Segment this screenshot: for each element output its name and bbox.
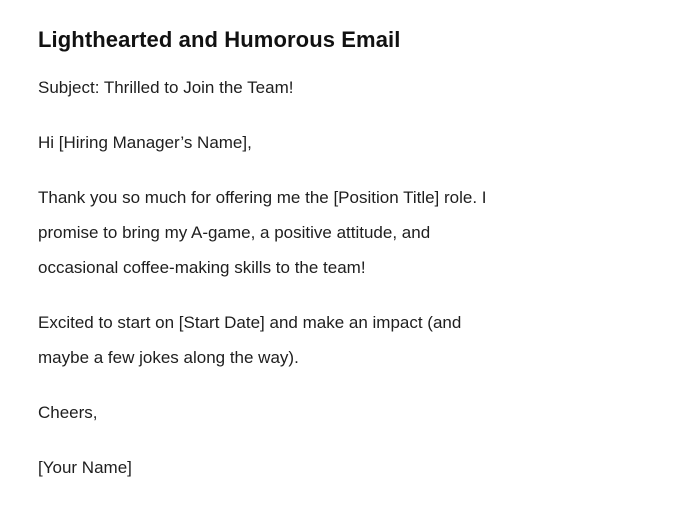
paragraph-line: Excited to start on [Start Date] and make an impact (and [38,313,462,332]
greeting-text: Hi [Hiring Manager’s Name], [38,133,252,152]
subject-text: Subject: Thrilled to Join the Team! [38,78,294,97]
signature-text: [Your Name] [38,458,132,477]
paragraph-line: Thank you so much for offering me the [Position Title] role. I [38,188,487,207]
body-paragraph-thanks [38,180,640,285]
signoff-text: Cheers, [38,403,98,422]
paragraph-line: maybe a few jokes along the way). [38,348,299,367]
signature-line [38,450,640,485]
paragraph-line: promise to bring my A-game, a positive attitude, and [38,223,431,242]
page-title: Lighthearted and Humorous Email [38,27,401,52]
subject-line [38,70,640,105]
body-paragraph-excited [38,305,640,375]
paragraph-line: occasional coffee-making skills to the team! [38,258,366,277]
greeting-line [38,125,640,160]
signoff-line [38,395,640,430]
